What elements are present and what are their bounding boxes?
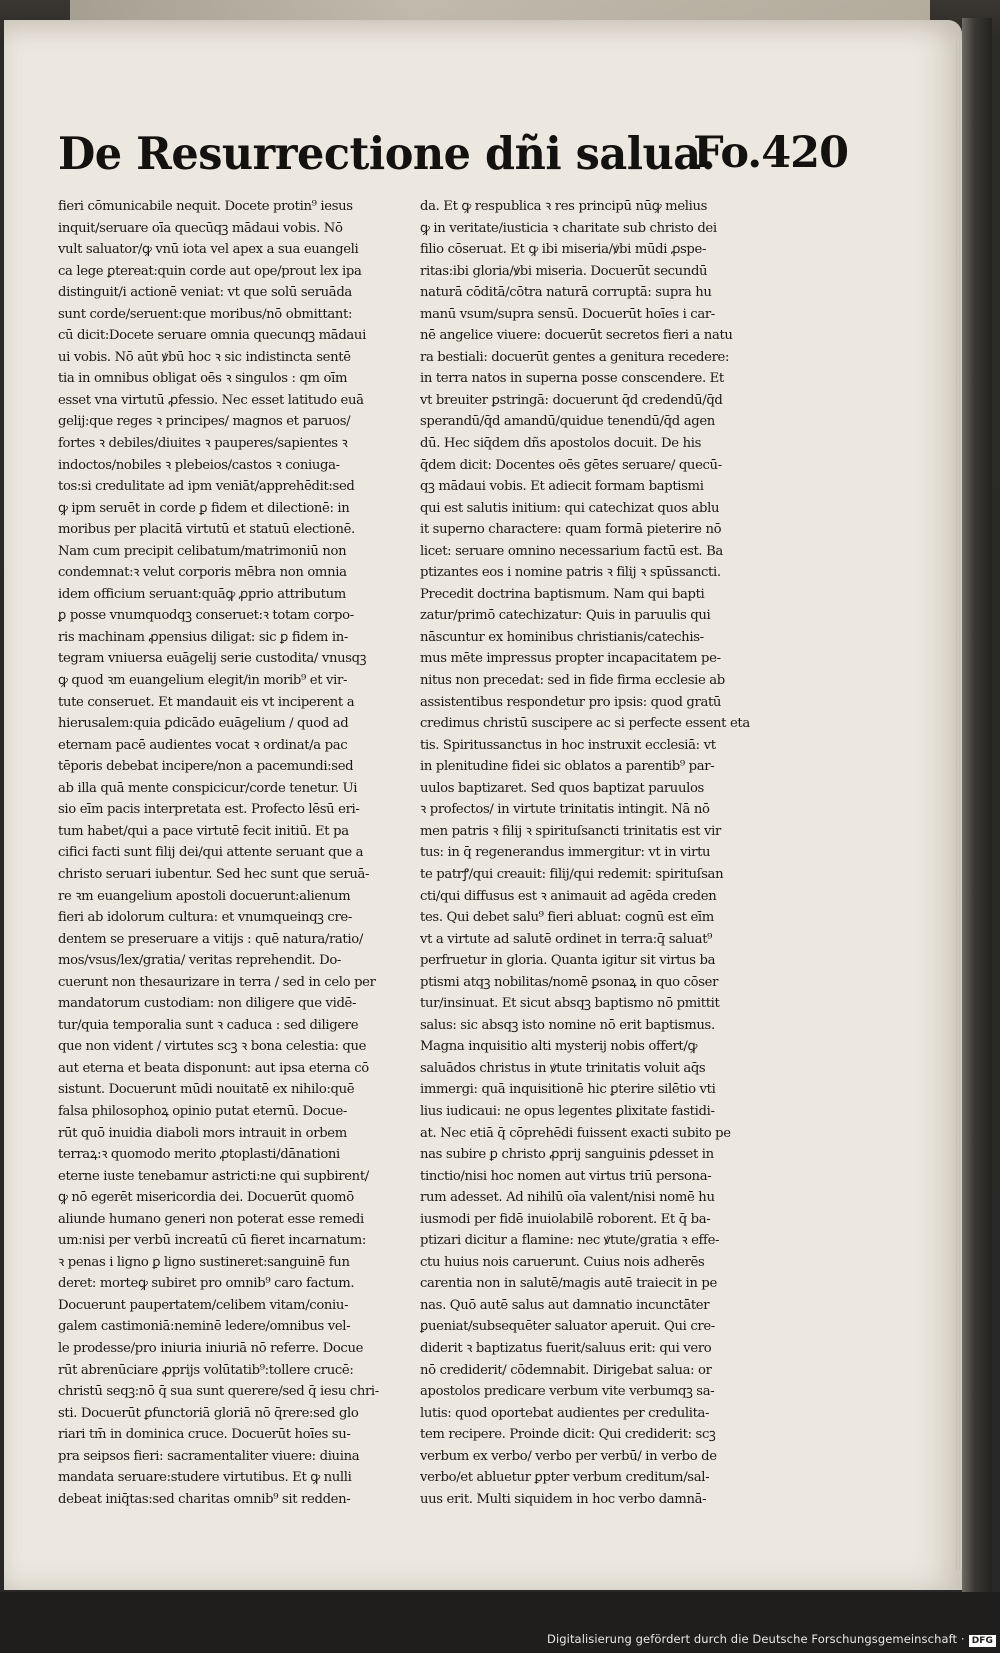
- text-line: iusmodi per fidē inuiolabilē roborent. Et q̄ ba-: [420, 1211, 711, 1227]
- text-line: tute conseruet. Et mandauit eis vt inciperent a: [58, 694, 355, 710]
- text-line: tem recipere. Proinde dicit: Qui crediderit: scꝫ: [420, 1427, 716, 1443]
- running-title: De Resurrectione dñi salua.: [58, 128, 716, 181]
- text-line: vt breuiter ꝑstringā: docuerunt q̄d credendū/q̄d: [420, 392, 723, 408]
- text-line: Docuerunt paupertatem/celibem vitam/coniu-: [58, 1297, 349, 1313]
- text-line: assistentibus respondetur pro ipsis: quod gratū: [420, 694, 722, 710]
- page-header: [58, 128, 848, 198]
- text-line: uulos baptizaret. Sed quos baptizat paruulos: [420, 780, 704, 796]
- text-line: eternam pacē audientes vocat ꝛ ordinat/a pac: [58, 737, 348, 753]
- text-line: apostolos predicare verbum vite verbumqꝫ sa-: [420, 1384, 715, 1400]
- text-line: fieri cōmunicabile nequit. Docete protin⁹ iesus: [58, 199, 353, 214]
- text-line: distinguit/i actionē veniat: vt que solū seruāda: [58, 285, 352, 301]
- text-line: men patris ꝛ filij ꝛ spirituſsancti trinitatis est vir: [420, 823, 721, 839]
- text-line: credimus christū suscipere ac si perfecte essent eta: [420, 716, 750, 732]
- text-line: ptizantes eos i nomine patris ꝛ filij ꝛ spūssancti.: [420, 565, 721, 581]
- text-line: lius iudicaui: ne opus legentes ꝑlixitate fastidi-: [420, 1103, 715, 1119]
- text-line: vult saluator/ꝙ vnū iota vel apex a sua euangeli: [58, 242, 359, 258]
- text-line: uus erit. Multi siquidem in hoc verbo damnā-: [420, 1491, 707, 1507]
- text-line: terraꝝ:ꝛ quomodo merito ꝓtoplasti/dānationi: [58, 1147, 340, 1163]
- text-line: qui est salutis initium: qui catechizat quos ablu: [420, 500, 720, 516]
- text-line: ra bestiali: docuerūt gentes a genitura recedere:: [420, 349, 730, 365]
- text-line: ꝛ profectos/ in virtute trinitatis intingit. Nā nō: [420, 802, 710, 818]
- dfg-logo: DFG: [969, 1635, 996, 1647]
- text-line: fieri ab idolorum cultura: et vnumqueinqꝫ cre-: [58, 910, 352, 926]
- text-line: rum adesset. Ad nihilū oīa valent/nisi nomē hu: [420, 1190, 715, 1206]
- text-line: ꝙ quod ꝛm euangelium elegit/in morib⁹ et vir-: [58, 673, 348, 689]
- text-line: ꝛ penas i ligno ꝑ ligno sustineret:sanguinē fun: [58, 1254, 350, 1270]
- text-line: tēporis debebat incipere/non a pacemundi:sed: [58, 759, 354, 775]
- text-line: da. Et ꝙ respublica ꝛ res principū nūꝙ melius: [420, 199, 708, 214]
- text-line: ab illa quā mente conspicicur/corde tenetur. Ui: [58, 780, 358, 796]
- text-line: in terra natos in superna posse conscendere. Et: [420, 371, 724, 387]
- text-line: ꝑ posse vnumquodqꝫ conseruet:ꝛ totam corpo-: [58, 608, 354, 624]
- text-line: cifici facti sunt filij dei/qui attente seruant que a: [58, 845, 364, 861]
- text-line: dū. Hec siq̄dem dñs apostolos docuit. De his: [420, 436, 701, 452]
- digitization-credit: [547, 1632, 996, 1647]
- text-line: tus: in q̄ regenerandus immergitur: vt in virtu: [420, 845, 711, 861]
- text-line: nas subire ꝑ christo ꝓprij sanguinis ꝑdesset in: [420, 1147, 714, 1163]
- text-line: ca lege ꝑtereat:quin corde aut ope/prout lex ipa: [58, 263, 362, 279]
- text-line: nas. Quō autē salus aut damnatio incunctāter: [420, 1297, 710, 1313]
- text-line: nitus non precedat: sed in fide firma ecclesie ab: [420, 673, 725, 689]
- text-line: galem castimoniā:neminē ledere/omnibus vel-: [58, 1319, 351, 1335]
- folio-number: Fo.420: [693, 128, 848, 178]
- text-line: ritas:ibi gloria/ꝟbi miseria. Docuerūt secundū: [420, 263, 708, 279]
- text-line: tes. Qui debet salu⁹ fieri abluat: cognū est eīm: [420, 910, 714, 926]
- text-line: ctu huius nois caruerunt. Cuius nois adherēs: [420, 1254, 705, 1270]
- text-line: verbo/et abluetur ꝑpter verbum creditum/sal-: [420, 1470, 710, 1486]
- text-line: qꝫ mādaui vobis. Et adiecit formam baptismi: [420, 479, 704, 495]
- text-line: ptizari dicitur a flamine: nec ꝟtute/gratia ꝛ effe-: [420, 1233, 720, 1249]
- text-line: vt a virtute ad salutē ordinet in terra:q̄ saluat⁹: [420, 931, 713, 947]
- text-line: q̄dem dicit: Docentes oēs gētes seruare/ quecū-: [420, 457, 722, 473]
- text-line: ui vobis. Nō aūt ꝟbū hoc ꝛ sic indistincta sentē: [58, 349, 351, 365]
- text-line: riari tm̄ in dominica cruce. Docuerūt hoīes su-: [58, 1427, 351, 1443]
- text-line: cuerunt non thesaurizare in terra / sed in celo per: [58, 974, 376, 990]
- text-line: saluādos christus in ꝟtute trinitatis voluit aq̄s: [420, 1060, 706, 1076]
- text-line: tur/quia temporalia sunt ꝛ caduca : sed diligere: [58, 1017, 359, 1033]
- text-line: nō crediderit/ cōdemnabit. Dirigebat salua: or: [420, 1362, 712, 1378]
- text-line: mandata seruare:studere virtutibus. Et ꝙ nulli: [58, 1470, 352, 1486]
- text-line: que non vident / virtutes scꝫ ꝛ bona celestia: que: [58, 1039, 367, 1055]
- text-line: idem officium seruant:quāꝙ ꝓprio attributum: [58, 586, 346, 602]
- text-line: Magna inquisitio alti mysterij nobis offert/ꝙ: [420, 1039, 698, 1055]
- text-line: christo seruari iubentur. Sed hec sunt que seruā-: [58, 866, 370, 882]
- text-line: cū dicit:Docete seruare omnia quecunqꝫ mādaui: [58, 328, 366, 344]
- text-line: tegram vniuersa euāgelij serie custodita/ vnusqꝫ: [58, 651, 367, 667]
- text-line: indoctos/nobiles ꝛ plebeios/castos ꝛ coniuga-: [58, 457, 340, 473]
- text-line: rūt quō inuidia diaboli mors intrauit in orbem: [58, 1125, 347, 1141]
- text-line: moribus per placitā virtutū et statuū electionē.: [58, 522, 355, 538]
- text-line: inquit/seruare oīa quecūqꝫ mādaui vobis. Nō: [58, 220, 343, 236]
- text-line: immergi: quā inquisitionē hic ꝑterire silētio vti: [420, 1082, 716, 1098]
- text-line: ꝙ ipm seruēt in corde ꝑ fidem et dilectionē: in: [58, 500, 350, 516]
- text-line: tis. Spiritussanctus in hoc instruxit ecclesiā: vt: [420, 737, 716, 753]
- text-line: sperandū/q̄d amandū/quidue tenendū/q̄d agen: [420, 414, 715, 430]
- text-line: pra seipsos fieri: sacramentaliter viuere: diuina: [58, 1448, 360, 1464]
- text-line: fortes ꝛ debiles/diuites ꝛ pauperes/sapientes ꝛ: [58, 436, 348, 452]
- text-line: carentia non in salutē/magis autē traiecit in pe: [420, 1276, 717, 1292]
- text-line: sti. Docuerūt ꝑfunctoriā gloriā nō q̄rere:sed glo: [58, 1405, 359, 1421]
- text-line: aut eterna et beata disponunt: aut ipsa eterna cō: [58, 1060, 369, 1076]
- text-line: nē angelice viuere: docuerūt secretos fieri a natu: [420, 328, 733, 344]
- text-line: ris machinam ꝓpensius diligat: sic ꝑ fidem in-: [58, 629, 348, 645]
- text-line: verbum ex verbo/ verbo per verbū/ in verbo de: [420, 1448, 717, 1464]
- text-line: sio eīm pacis interpretata est. Profecto lēsū eri-: [58, 802, 360, 818]
- text-line: dentem se preseruare a vitijs : quē natura/ratio/: [58, 931, 363, 947]
- text-line: rūt abrenūciare ꝓprijs volūtatib⁹:tollere crucē:: [58, 1362, 354, 1378]
- text-line: cti/qui diffusus est ꝛ animauit ad agēda creden: [420, 888, 717, 904]
- text-line: deret: morteꝙ subiret pro omnib⁹ caro factum.: [58, 1276, 355, 1292]
- previous-page-strip: [70, 0, 930, 22]
- text-line: mus mēte impressus propter incapacitatem pe-: [420, 651, 721, 667]
- text-line: lutis: quod oportebat audientes per credulita-: [420, 1405, 710, 1421]
- text-line: ꝑueniat/subsequēter saluator aperuit. Qui cre-: [420, 1319, 715, 1335]
- text-column-left: [58, 196, 408, 1510]
- text-line: tos:si credulitate ad ipm veniāt/apprehēdit:sed: [58, 479, 355, 495]
- text-line: re ꝛm euangelium apostoli docuerunt:alienum: [58, 888, 351, 904]
- text-line: esset vna virtutū ꝓfessio. Nec esset latitudo euā: [58, 392, 364, 408]
- text-line: aliunde humano generi non poterat esse remedi: [58, 1211, 364, 1227]
- credit-text: Digitalisierung gefördert durch die Deutsche Forschungsgemeinschaft ·: [547, 1632, 965, 1646]
- text-line: naturā cōditā/cōtra naturā corruptā: supra hu: [420, 285, 712, 301]
- text-line: ptismi atqꝫ nobilitas/nomē ꝑsonaꝝ in quo cōser: [420, 974, 719, 990]
- text-line: mos/vsus/lex/gratia/ veritas reprehendit. Do-: [58, 953, 342, 969]
- text-line: tinctio/nisi hoc nomen aut virtus triū persona-: [420, 1168, 712, 1184]
- text-line: diderit ꝛ baptizatus fuerit/saluus erit: qui vero: [420, 1340, 712, 1356]
- text-line: tia in omnibus obligat oēs ꝛ singulos : qm oīm: [58, 371, 348, 387]
- book-fore-edge: [962, 18, 992, 1593]
- text-line: mandatorum custodiam: non diligere que vidē-: [58, 996, 357, 1012]
- text-line: perfruetur in gloria. Quanta igitur sit virtus ba: [420, 953, 716, 969]
- text-line: le prodesse/pro iniuria iniuriā nō referre. Docue: [58, 1340, 364, 1356]
- text-line: eterne iuste tenebamur astricti:ne qui supbirent/: [58, 1168, 369, 1184]
- text-line: sistunt. Docuerunt mūdi nouitatē ex nihilo:quē: [58, 1082, 355, 1098]
- text-line: gelij:que reges ꝛ principes/ magnos et paruos/: [58, 414, 351, 430]
- text-line: sunt corde/seruent:que moribus/nō obmittant:: [58, 306, 353, 322]
- text-line: licet: seruare omnino necessarium factū est. Ba: [420, 543, 723, 559]
- text-column-right: [420, 196, 782, 1510]
- text-line: manū vsum/supra sensū. Docuerūt hoīes i car-: [420, 306, 715, 322]
- text-line: tum habet/qui a pace virtutē fecit initiū. Et pa: [58, 823, 349, 839]
- text-line: ꝙ nō egerēt misericordia dei. Docuerūt quomō: [58, 1190, 354, 1206]
- text-line: ꝙ in veritate/iusticia ꝛ charitate sub christo dei: [420, 220, 717, 236]
- text-line: condemnat:ꝛ velut corporis mēbra non omnia: [58, 565, 347, 581]
- text-line: Nam cum precipit celibatum/matrimoniū non: [58, 543, 347, 559]
- text-line: at. Nec etiā q̄ cōprehēdi fuissent exacti subito pe: [420, 1125, 731, 1141]
- text-line: hierusalem:quia ꝑdicādo euāgelium / quod ad: [58, 716, 349, 732]
- text-line: zatur/primō catechizatur: Quis in paruulis qui: [420, 608, 711, 624]
- text-line: salus: sic absqꝫ isto nomine nō erit baptismus.: [420, 1017, 715, 1033]
- text-line: filio cōseruat. Et ꝙ ibi miseria/ꝟbi mūdi ꝓspe-: [420, 242, 707, 258]
- text-line: um:nisi per verbū increatū cū fieret incarnatum:: [58, 1233, 366, 1249]
- text-line: falsa philosophoꝝ opinio putat eternū. Docue-: [58, 1103, 348, 1119]
- text-line: tur/insinuat. Et sicut absqꝫ baptismo nō pmittit: [420, 996, 720, 1012]
- text-line: christū seqꝫ:nō q̄ sua sunt querere/sed q̄ iesu chri-: [58, 1384, 379, 1400]
- text-line: Precedit doctrina baptismum. Nam qui bapti: [420, 586, 705, 602]
- text-line: nāscuntur ex hominibus christianis/catechis-: [420, 629, 704, 645]
- text-line: te patrꝭ/qui creauit: filij/qui redemit: spirituſsan: [420, 866, 724, 882]
- text-line: debeat iniq̄tas:sed charitas omnib⁹ sit redden-: [58, 1491, 351, 1507]
- text-line: in plenitudine fidei sic oblatos a parentib⁹ par-: [420, 759, 715, 775]
- text-line: it superno charactere: quam formā pieterire nō: [420, 522, 722, 538]
